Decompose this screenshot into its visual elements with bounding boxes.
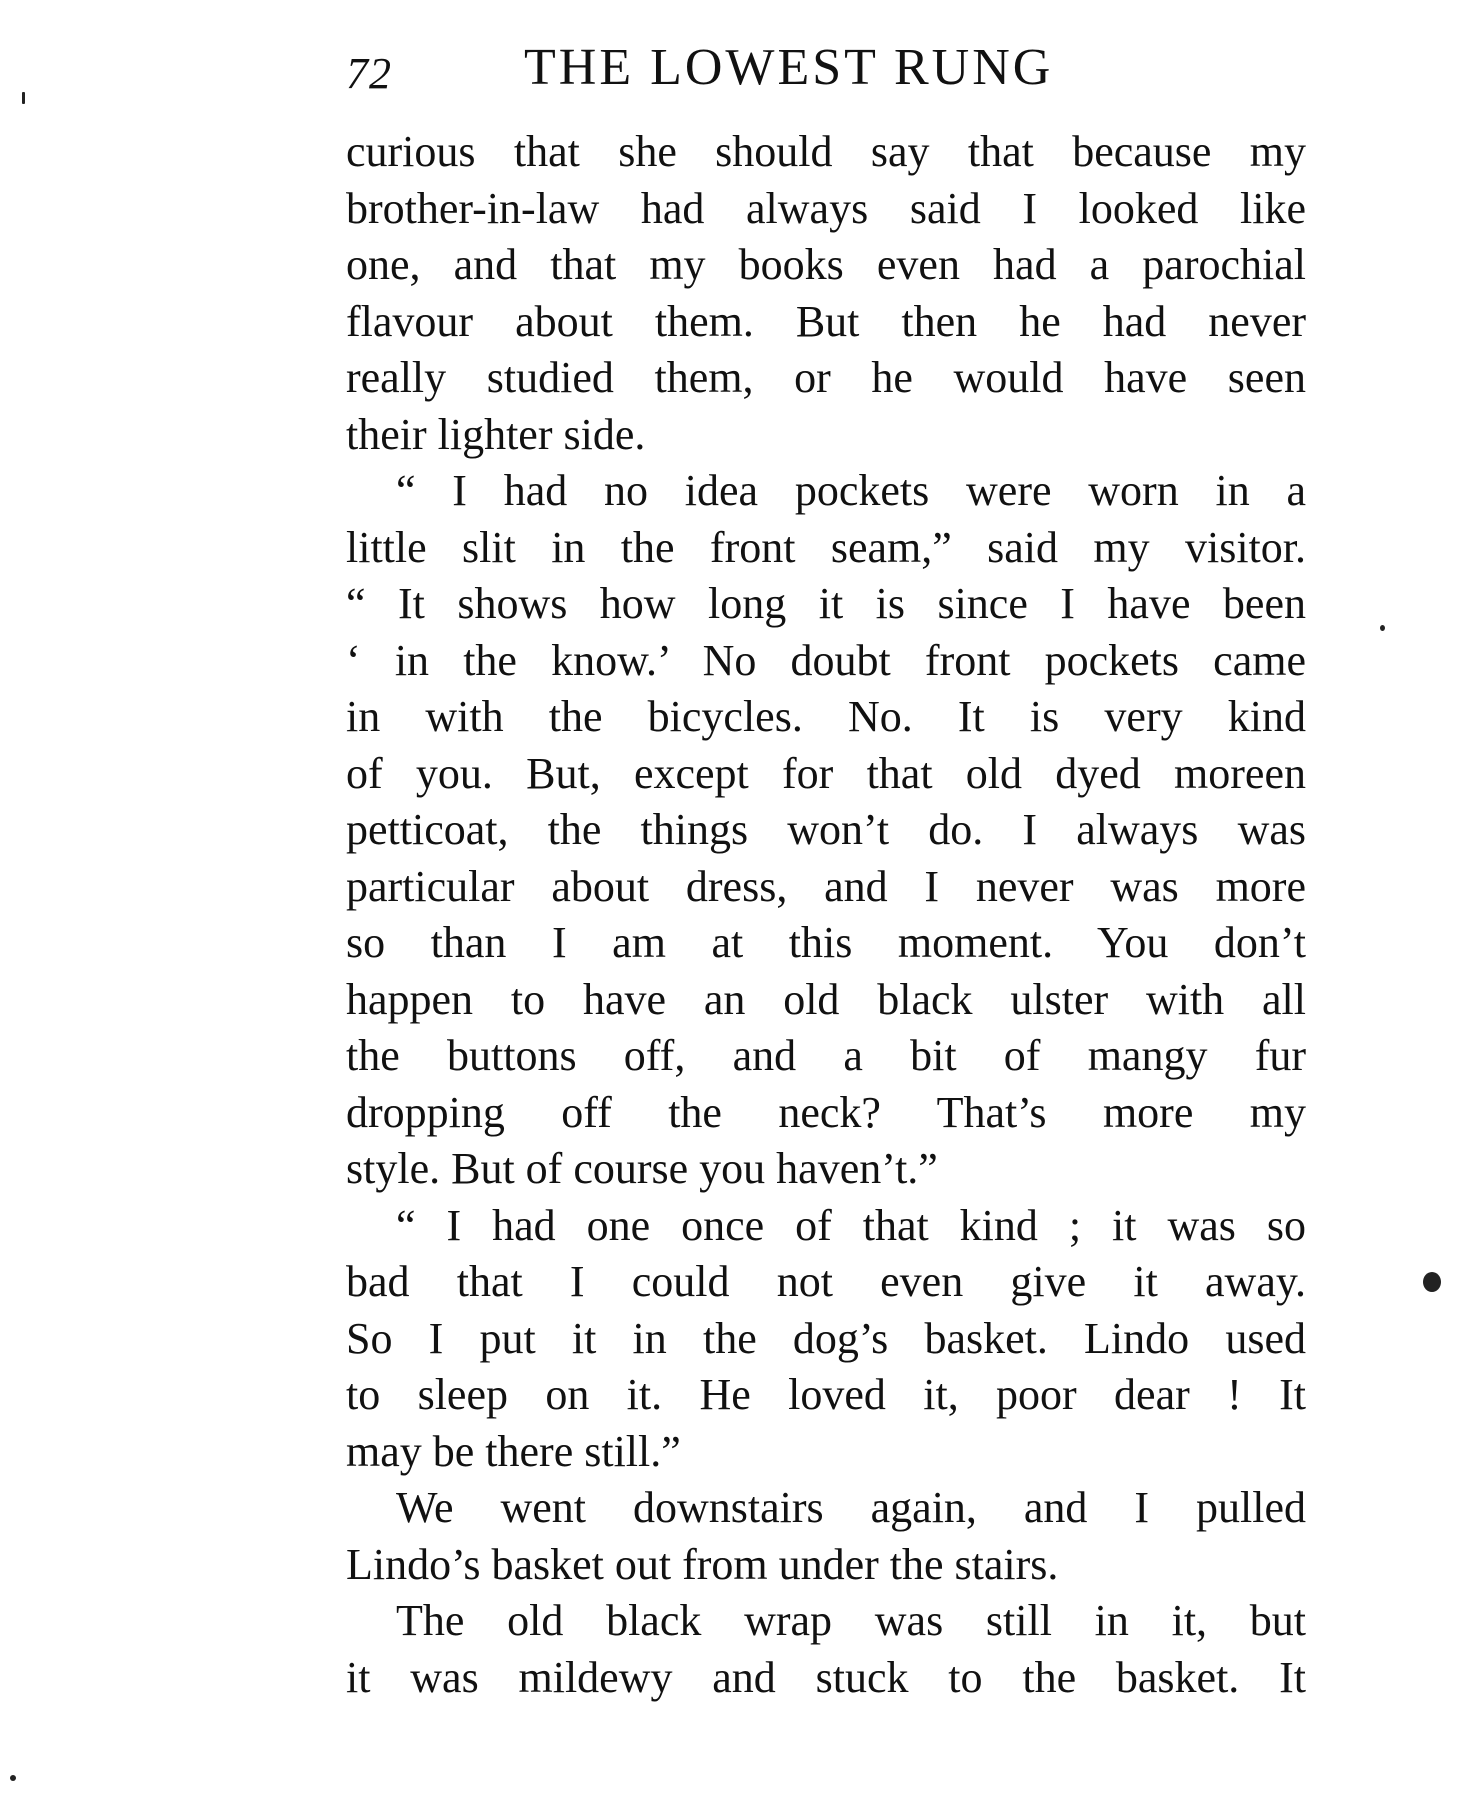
text-line: of you. But, except for that old dyed moreen [346, 748, 1306, 798]
body-text [346, 124, 1306, 1706]
text-line: to sleep on it. He loved it, poor dear ! It [346, 1370, 1306, 1419]
text-line: curious that she should say that because my [346, 127, 1306, 176]
scan-speck [1423, 1272, 1441, 1292]
scan-speck [10, 1775, 16, 1781]
text-line: dropping off the neck? That’s more my [346, 1087, 1306, 1137]
text-line: “ I had one once of that kind ; it was so [396, 1200, 1306, 1250]
text-line: So I put it in the dog’s basket. Lindo used [346, 1313, 1306, 1363]
page-number: 72 [346, 49, 392, 98]
running-title: THE LOWEST RUNG [524, 39, 1054, 96]
text-line: The old black wrap was still in it, but [396, 1596, 1306, 1645]
text-line: style. But of course you haven’t.” [346, 1144, 938, 1193]
scan-speck [1380, 625, 1385, 631]
text-line: happen to have an old black ulster with all [346, 974, 1306, 1024]
text-line: may be there still.” [346, 1426, 681, 1476]
text-line: their lighter side. [346, 409, 646, 459]
text-line: bad that I could not even give it away. [346, 1257, 1306, 1306]
text-line: really studied them, or he would have seen [346, 353, 1306, 402]
text-line: particular about dress, and I never was more [346, 861, 1306, 911]
text-line: ‘ in the know.’ No doubt front pockets came [346, 635, 1306, 685]
scan-speck [22, 92, 25, 104]
text-line: the buttons off, and a bit of mangy fur [346, 1031, 1306, 1080]
text-line: in with the bicycles. No. It is very kind [346, 692, 1306, 741]
text-line: Lindo’s basket out from under the stairs. [346, 1539, 1059, 1589]
text-line: flavour about them. But then he had never [346, 296, 1306, 346]
text-line: one, and that my books even had a parochial [346, 240, 1306, 289]
text-line: brother-in-law had always said I looked like [346, 183, 1306, 233]
text-line: “ I had no idea pockets were worn in a [396, 466, 1306, 515]
text-line: petticoat, the things won’t do. I always was [346, 805, 1306, 854]
running-head [346, 36, 1306, 100]
text-line: so than I am at this moment. You don’t [346, 918, 1306, 967]
text-line: We went downstairs again, and I pulled [396, 1483, 1306, 1532]
text-line: “ It shows how long it is since I have been [346, 579, 1306, 628]
text-line: little slit in the front seam,” said my visitor. [346, 522, 1306, 572]
text-line: it was mildewy and stuck to the basket. It [346, 1652, 1306, 1702]
